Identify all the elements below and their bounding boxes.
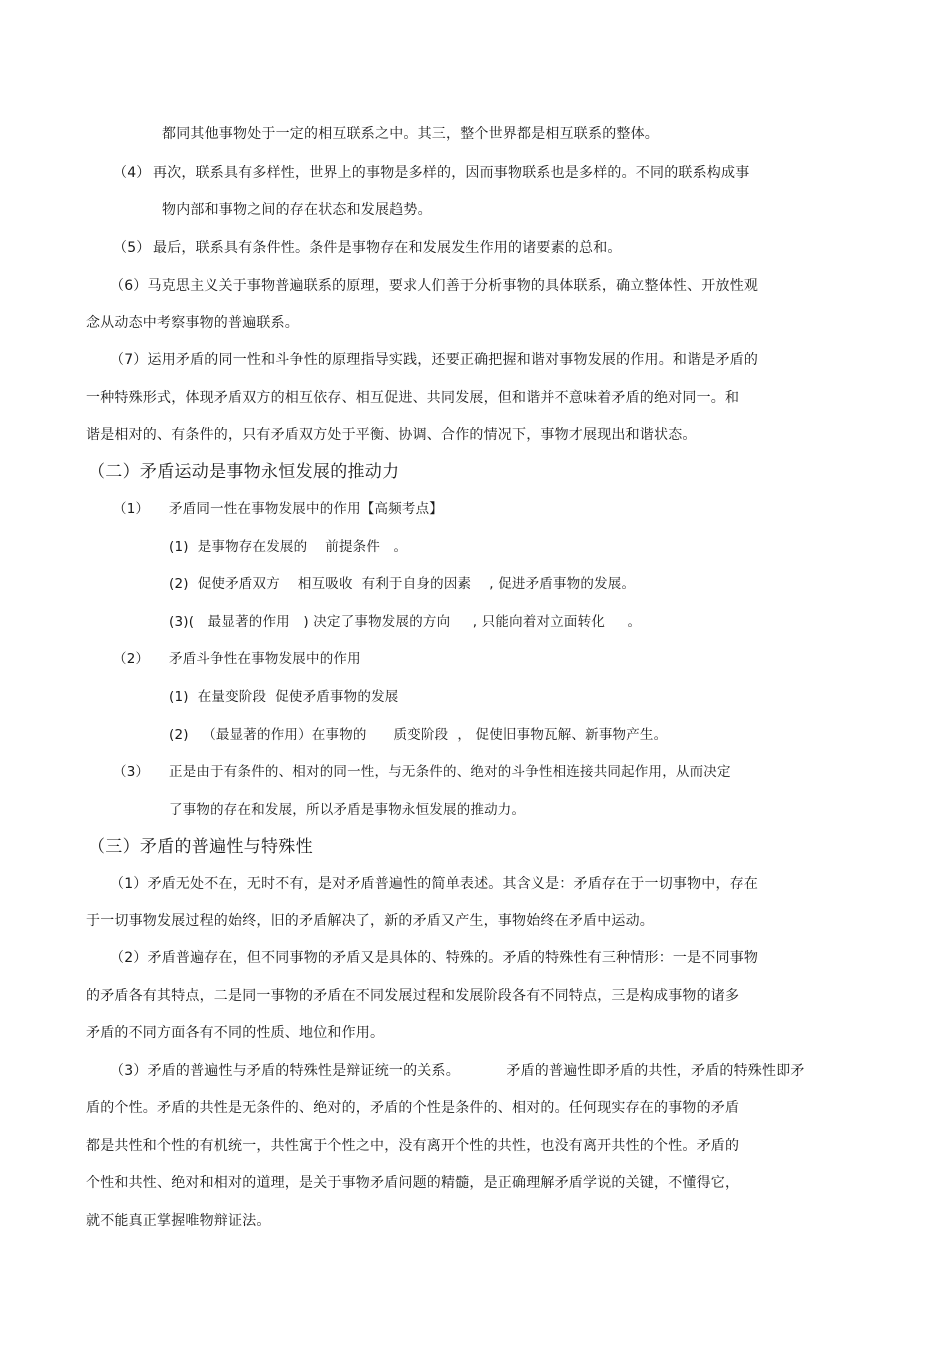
paragraph-line: 矛盾的不同方面各有不同的性质、地位和作用。 [86,1025,385,1041]
sub-item: (1) 在量变阶段 促使矛盾事物的发展 [169,689,399,705]
paragraph-line: 的矛盾各有其特点，二是同一事物的矛盾在不同发展过程和发展阶段各有不同特点，三是构成事物的诸多 [86,988,740,1004]
paragraph-line: 一种特殊形式，体现矛盾双方的相互依存、相互促进、共同发展，但和谐并不意味着矛盾的绝对同一。和 [86,390,740,406]
sub-item: (2) 促使矛盾双方 相互吸收 有利于自身的因素 , 促进矛盾事物的发展。 [169,576,636,592]
item-title: 矛盾斗争性在事物发展中的作用 [169,651,361,667]
paragraph-line: 再次，联系具有多样性，世界上的事物是多样的，因而事物联系也是多样的。不同的联系构成事 [153,165,750,181]
paragraph-line: （7）运用矛盾的同一性和斗争性的原理指导实践，还要正确把握和谐对事物发展的作用。和谐是矛盾的 [110,352,759,368]
paragraph-line: 谐是相对的、有条件的，只有矛盾双方处于平衡、协调、合作的情况下，事物才展现出和谐状态。 [86,427,697,443]
item-number: （1） [113,501,150,517]
paragraph-line: 盾的个性。矛盾的共性是无条件的、绝对的，矛盾的个性是条件的、相对的。任何现实存在的事物的矛盾 [86,1100,740,1116]
paragraph-line: （3）矛盾的普遍性与矛盾的特殊性是辩证统一的关系。 矛盾的普遍性即矛盾的共性，矛盾的特殊性即矛 [110,1063,805,1079]
paragraph-line: 个性和共性、绝对和相对的道理，是关于事物矛盾问题的精髓，是正确理解矛盾学说的关键，不懂得它， [86,1175,740,1191]
item-title: 矛盾同一性在事物发展中的作用【高频考点】 [169,501,443,517]
paragraph-line: （2）矛盾普遍存在，但不同事物的矛盾又是具体的、特殊的。矛盾的特殊性有三种情形：一是不同事物 [110,950,759,966]
paragraph-line: 最后，联系具有条件性。条件是事物存在和发展发生作用的诸要素的总和。 [153,240,622,256]
paragraph-line: 都同其他事物处于一定的相互联系之中。其三，整个世界都是相互联系的整体。 [162,126,659,142]
section-heading: （三）矛盾的普遍性与特殊性 [88,837,313,857]
paragraph-line: 都是共性和个性的有机统一，共性寓于个性之中，没有离开个性的共性，也没有离开共性的个性。矛盾的 [86,1138,740,1154]
paragraph-line: （1）矛盾无处不在，无时不有，是对矛盾普遍性的简单表述。其含义是：矛盾存在于一切事物中，存在 [110,876,759,892]
sub-item: (3)( 最显著的作用 ) 决定了事物发展的方向 , 只能向着对立面转化 。 [169,614,642,630]
paragraph-line: 念从动态中考察事物的普遍联系。 [86,315,299,331]
item-number: （2） [113,651,150,667]
section-heading: （二）矛盾运动是事物永恒发展的推动力 [88,462,400,482]
paragraph-line: 正是由于有条件的、相对的同一性，与无条件的、绝对的斗争性相连接共同起作用，从而决定 [169,764,731,780]
paragraph-line: （6）马克思主义关于事物普遍联系的原理，要求人们善于分析事物的具体联系，确立整体性、开放性观 [110,278,759,294]
paragraph-line: 了事物的存在和发展，所以矛盾是事物永恒发展的推动力。 [169,802,526,818]
item-number: （5） [113,240,151,256]
item-number: （4） [113,165,151,181]
sub-item: (1) 是事物存在发展的 前提条件 。 [169,539,408,555]
item-number: （3） [113,764,150,780]
paragraph-line: 就不能真正掌握唯物辩证法。 [86,1213,271,1229]
paragraph-line: 物内部和事物之间的存在状态和发展趋势。 [162,202,432,218]
paragraph-line: 于一切事物发展过程的始终，旧的矛盾解决了，新的矛盾又产生，事物始终在矛盾中运动。 [86,913,654,929]
sub-item: (2) （最显著的作用）在事物的 质变阶段 ， 促使旧事物瓦解、新事物产生。 [169,727,668,743]
